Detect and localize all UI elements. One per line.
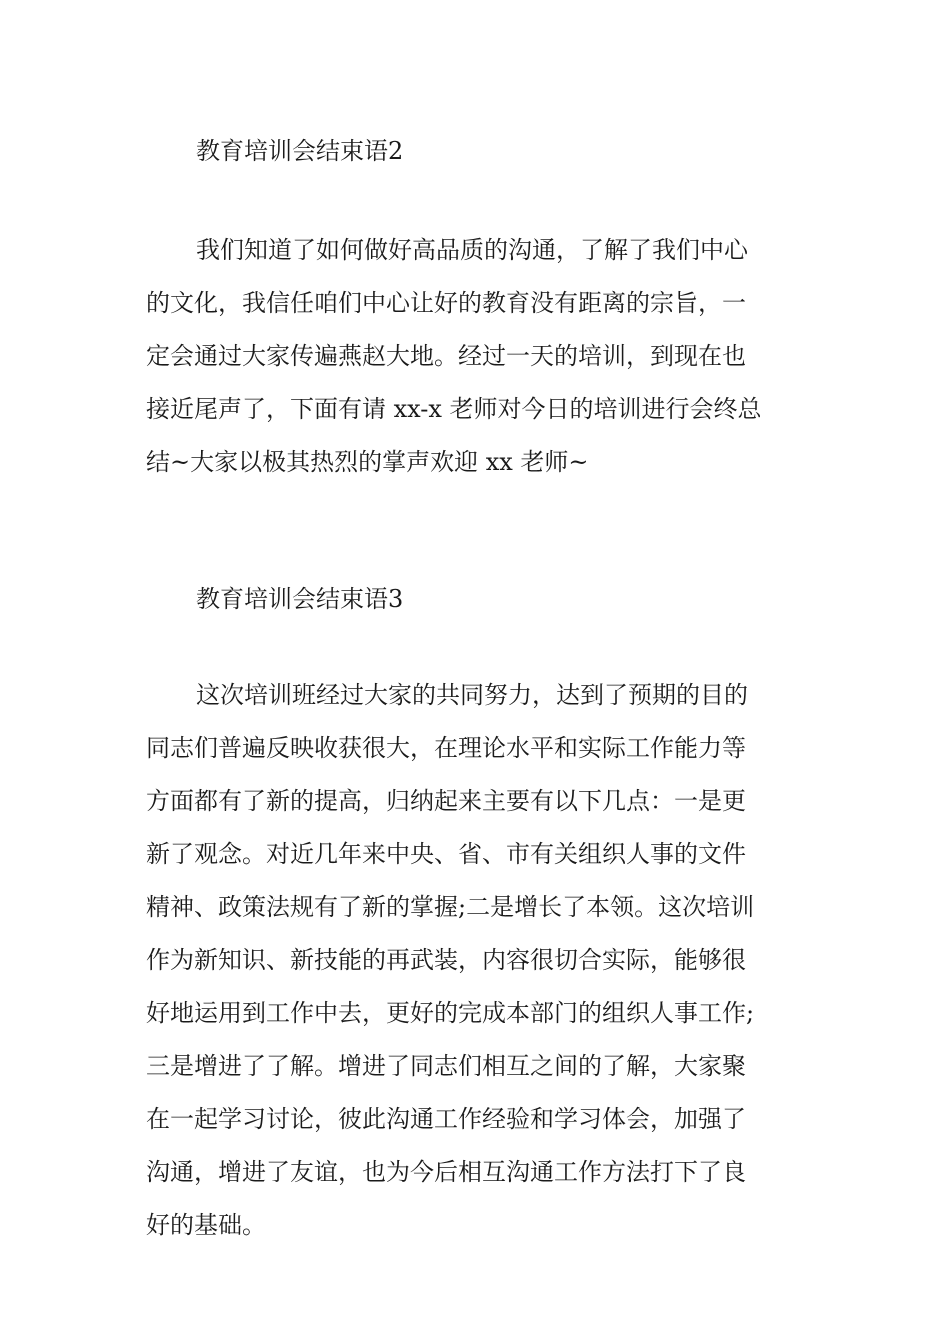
paragraph-line: 这次培训班经过大家的共同努力，达到了预期的目的 (196, 681, 748, 709)
paragraph-line: 在一起学习讨论，彼此沟通工作经验和学习体会，加强了 (146, 1105, 746, 1133)
paragraph-line: 精神、政策法规有了新的掌握;二是增长了本领。这次培训 (146, 893, 755, 921)
paragraph-line: 定会通过大家传遍燕赵大地。经过一天的培训，到现在也 (146, 342, 746, 370)
paragraph-line: 接近尾声了，下面有请 xx-x 老师对今日的培训进行会终总 (146, 395, 762, 423)
section-3-paragraph (146, 669, 806, 1252)
paragraph-line: 作为新知识、新技能的再武装，内容很切合实际，能够很 (146, 946, 746, 974)
paragraph-line: 新了观念。对近几年来中央、省、市有关组织人事的文件 (146, 840, 746, 868)
section-2-paragraph (146, 224, 806, 489)
paragraph-line: 三是增进了了解。增进了同志们相互之间的了解，大家聚 (146, 1052, 746, 1080)
section-3-heading: 教育培训会结束语3 (196, 585, 404, 613)
paragraph-line: 的文化，我信任咱们中心让好的教育没有距离的宗旨，一 (146, 289, 746, 317)
paragraph-line: 我们知道了如何做好高品质的沟通，了解了我们中心 (196, 236, 748, 264)
section-2-heading: 教育培训会结束语2 (196, 137, 404, 165)
paragraph-line: 好地运用到工作中去，更好的完成本部门的组织人事工作; (146, 999, 755, 1027)
paragraph-line: 沟通，增进了友谊，也为今后相互沟通工作方法打下了良 (146, 1158, 746, 1186)
paragraph-line: 同志们普遍反映收获很大，在理论水平和实际工作能力等 (146, 734, 746, 762)
paragraph-line: 好的基础。 (146, 1211, 266, 1239)
paragraph-line: 结~大家以极其热烈的掌声欢迎 xx 老师~ (146, 448, 589, 476)
paragraph-line: 方面都有了新的提高，归纳起来主要有以下几点：一是更 (146, 787, 746, 815)
